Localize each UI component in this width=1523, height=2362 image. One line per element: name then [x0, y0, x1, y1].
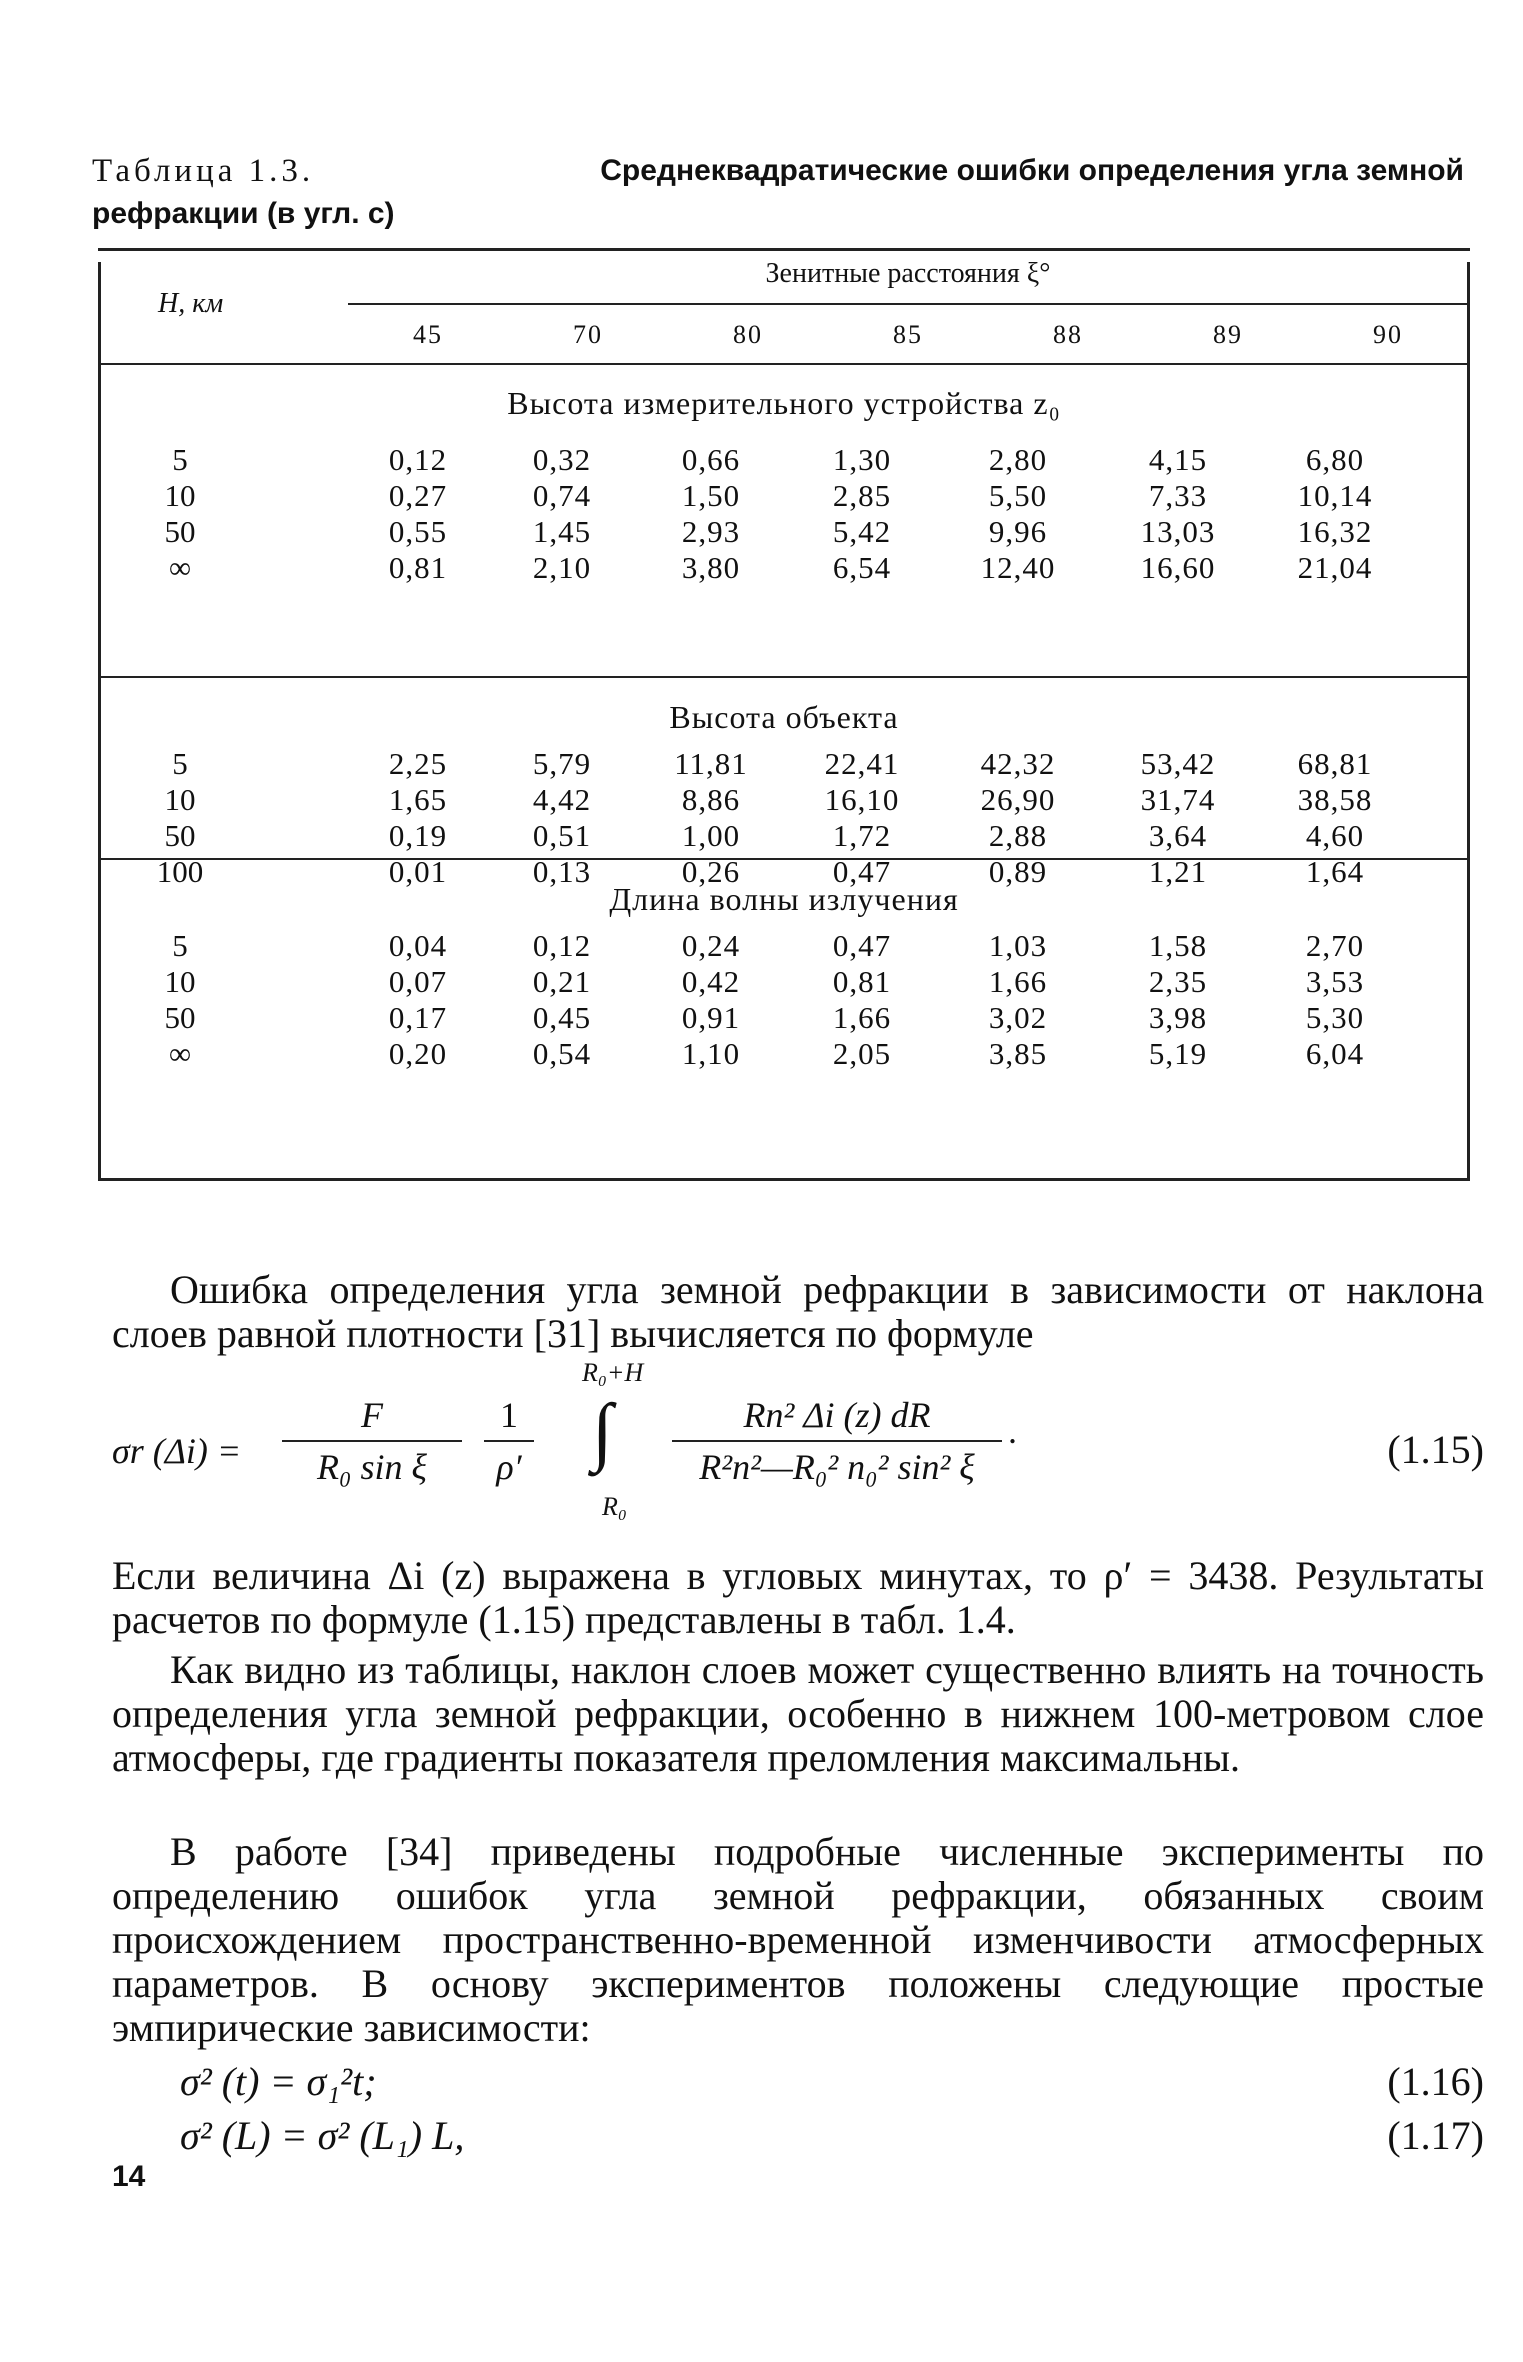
table-cell: 68,81 — [1297, 746, 1373, 781]
table-cell: 4,60 — [1305, 818, 1365, 853]
row-height-cell: 100 — [156, 854, 204, 889]
column-header: 70 — [573, 320, 603, 349]
table-cell: 3,98 — [1148, 1000, 1208, 1035]
table-cell: 0,74 — [532, 478, 592, 513]
equation-number-1-15: (1.15) — [1387, 1427, 1484, 1472]
row-height-cell: 10 — [164, 478, 196, 513]
column-header: 85 — [893, 320, 923, 349]
table-cell: 2,70 — [1305, 928, 1365, 963]
row-height-cell: 5 — [172, 928, 188, 963]
table-cell: 0,27 — [388, 478, 448, 513]
table-cell: 0,51 — [532, 818, 592, 853]
row-height-cell: 50 — [164, 818, 196, 853]
table-cell: 0,32 — [532, 442, 592, 477]
table-cell: 1,10 — [681, 1036, 741, 1071]
table-cell: 3,80 — [681, 550, 741, 585]
section-instrument-height — [98, 378, 1470, 586]
paragraph-3: Как видно из таблицы, наклон слоев может существенно влиять на точность определения угла земной рефракции, особенно в нижнем 100-метровом слое атмосферы, где градиенты показателя преломления максимальны. — [112, 1647, 1484, 1780]
table-cell: 3,02 — [988, 1000, 1048, 1035]
formula-lhs: σr (Δi) = — [112, 1431, 242, 1471]
paragraph-2: Если величина Δi (z) выражена в угловых минутах, то ρ′ = 3438. Результаты расчетов по формуле (1.15) представлены в табл. 1.4. — [112, 1553, 1484, 1642]
table-cell: 1,66 — [832, 1000, 892, 1035]
frac1-numerator: F — [361, 1395, 383, 1435]
table-cell: 0,66 — [681, 442, 741, 477]
table-cell: 2,05 — [832, 1036, 892, 1071]
table-row — [98, 746, 1470, 782]
table-row — [98, 550, 1470, 586]
column-header: 88 — [1053, 320, 1083, 349]
table-cell: 1,72 — [832, 818, 892, 853]
row-height-cell: ∞ — [168, 1036, 192, 1071]
integral-lower-limit: R₀ — [602, 1492, 627, 1521]
table-cell: 3,53 — [1305, 964, 1365, 999]
integral-sign: ∫ — [592, 1389, 613, 1473]
frac2-bar — [484, 1440, 534, 1442]
table-cell: 0,45 — [532, 1000, 592, 1035]
frac2-denominator: ρ′ — [496, 1447, 522, 1487]
table-cell: 0,91 — [681, 1000, 741, 1035]
formula-1-15 — [112, 1358, 1484, 1530]
table-cell: 16,10 — [824, 782, 900, 817]
table-row — [98, 442, 1470, 478]
formula-1-16-expr: σ² (t) = σ₁²t; — [180, 2059, 377, 2104]
table-cell: 21,04 — [1297, 550, 1373, 585]
equation-number-1-17: (1.17) — [1387, 2113, 1484, 2158]
table-cell: 6,54 — [832, 550, 892, 585]
table-cell: 0,12 — [388, 442, 448, 477]
table-cell: 1,58 — [1148, 928, 1208, 963]
frac3-denominator: R²n²—R₀² n₀² sin² ξ — [699, 1447, 975, 1487]
paragraph-4: В работе [34] приведены подробные численные эксперименты по определению ошибок угла земной рефракции, обязанных своим происхождением пространственно-временной изменчивости атмосферных параметров. В основу экспериментов положены следующие простые эмпирические зависимости: — [112, 1829, 1484, 2050]
column-header: 90 — [1373, 320, 1403, 349]
table-cell: 5,19 — [1148, 1036, 1208, 1071]
table-row — [98, 1000, 1470, 1036]
table-cell: 2,35 — [1148, 964, 1208, 999]
table-cell: 3,85 — [988, 1036, 1048, 1071]
frac2-numerator: 1 — [500, 1395, 518, 1435]
header-bottom-rule — [98, 363, 1470, 365]
table-cell: 10,14 — [1297, 478, 1373, 513]
column-header: 89 — [1213, 320, 1243, 349]
section-divider — [98, 858, 1470, 860]
table-cell: 42,32 — [980, 746, 1056, 781]
section-title: Высота измерительного устройства z₀ — [507, 385, 1061, 421]
table-cell: 2,85 — [832, 478, 892, 513]
table-cell: 5,50 — [988, 478, 1048, 513]
formula-1-17 — [112, 2112, 1484, 2158]
formula-1-16 — [112, 2058, 1484, 2104]
table-cell: 5,30 — [1305, 1000, 1365, 1035]
column-header: 45 — [413, 320, 443, 349]
section-wavelength — [98, 874, 1470, 1072]
table-cell: 1,03 — [988, 928, 1048, 963]
table-row — [98, 964, 1470, 1000]
table-bottom-rule — [98, 1178, 1470, 1181]
section-title: Высота объекта — [669, 699, 899, 735]
table-cell: 0,19 — [388, 818, 448, 853]
table-cell: 0,21 — [532, 964, 592, 999]
formula-1-17-expr: σ² (L) = σ² (L₁) L, — [180, 2113, 465, 2158]
table-cell: 2,25 — [388, 746, 448, 781]
table-cell: 0,20 — [388, 1036, 448, 1071]
table-cell: 2,88 — [988, 818, 1048, 853]
table-cell: 0,81 — [832, 964, 892, 999]
table-cell: 6,04 — [1305, 1036, 1365, 1071]
table-row — [98, 782, 1470, 818]
table-cell: 5,79 — [532, 746, 592, 781]
caption-title-line2: рефракции (в угл. с) — [92, 197, 395, 230]
section-object-height — [98, 692, 1470, 890]
table-cell: 0,01 — [388, 854, 448, 889]
integral-upper-limit: R₀+H — [582, 1358, 644, 1387]
table-row — [98, 818, 1470, 854]
row-height-cell: 5 — [172, 746, 188, 781]
table-cell: 0,55 — [388, 514, 448, 549]
equation-number-1-16: (1.16) — [1387, 2059, 1484, 2104]
table-cell: 0,42 — [681, 964, 741, 999]
table-cell: 2,80 — [988, 442, 1048, 477]
column-group-header: Зенитные расстояния ξ° — [765, 258, 1051, 289]
table-cell: 0,24 — [681, 928, 741, 963]
table-cell: 0,47 — [832, 928, 892, 963]
table-cell: 11,81 — [674, 746, 748, 781]
table-cell: 0,89 — [988, 854, 1048, 889]
table-cell: 1,65 — [388, 782, 448, 817]
table-cell: 26,90 — [980, 782, 1056, 817]
table-cell: 0,13 — [532, 854, 592, 889]
table-row — [98, 478, 1470, 514]
frac3-bar — [672, 1440, 1002, 1442]
paragraph-1: Ошибка определения угла земной рефракции в зависимости от наклона слоев равной плотности [31] вычисляется по формуле — [112, 1267, 1484, 1356]
formula-period: . — [1008, 1411, 1017, 1451]
table-cell: 22,41 — [824, 746, 900, 781]
table-cell: 1,21 — [1148, 854, 1208, 889]
table-cell: 13,03 — [1140, 514, 1216, 549]
column-header: 80 — [733, 320, 763, 349]
table-cell: 16,32 — [1297, 514, 1373, 549]
table-cell: 38,58 — [1297, 782, 1373, 817]
table-cell: 31,74 — [1140, 782, 1216, 817]
frac1-denominator: R₀ sin ξ — [317, 1447, 427, 1487]
frac1-bar — [282, 1440, 462, 1442]
table-cell: 12,40 — [980, 550, 1056, 585]
table-caption — [92, 150, 1464, 235]
table-cell: 0,17 — [388, 1000, 448, 1035]
table-cell: 8,86 — [681, 782, 741, 817]
table-cell: 3,64 — [1148, 818, 1208, 853]
table-cell: 1,45 — [532, 514, 592, 549]
page-number: 14 — [112, 2160, 146, 2193]
row-height-cell: ∞ — [168, 550, 192, 585]
table-row — [98, 514, 1470, 550]
table-cell: 2,93 — [681, 514, 741, 549]
table-cell: 1,00 — [681, 818, 741, 853]
table-cell: 7,33 — [1148, 478, 1208, 513]
table-cell: 53,42 — [1140, 746, 1216, 781]
table-cell: 0,26 — [681, 854, 741, 889]
table-cell: 5,42 — [832, 514, 892, 549]
table-cell: 2,10 — [532, 550, 592, 585]
row-height-cell: 10 — [164, 782, 196, 817]
table-cell: 1,30 — [832, 442, 892, 477]
caption-label: Таблица 1.3. — [92, 153, 315, 189]
table-row — [98, 928, 1470, 964]
table-cell: 0,12 — [532, 928, 592, 963]
table-cell: 0,54 — [532, 1036, 592, 1071]
table-cell: 1,64 — [1305, 854, 1365, 889]
row-header: H, км — [158, 288, 224, 319]
table-cell: 1,50 — [681, 478, 741, 513]
row-height-cell: 5 — [172, 442, 188, 477]
frac3-numerator: Rn² Δi (z) dR — [743, 1395, 931, 1435]
section-title: Длина волны излучения — [609, 881, 959, 917]
table-cell: 0,47 — [832, 854, 892, 889]
row-height-cell: 10 — [164, 964, 196, 999]
section-divider — [98, 676, 1470, 678]
table-cell: 6,80 — [1305, 442, 1365, 477]
caption-title-line1: Среднеквадратические ошибки определения угла земной — [600, 154, 1464, 187]
table-cell: 4,15 — [1148, 442, 1208, 477]
column-headers — [348, 320, 1468, 350]
row-height-cell: 50 — [164, 1000, 196, 1035]
table-top-rule — [98, 248, 1470, 251]
table-cell: 1,66 — [988, 964, 1048, 999]
table-cell: 0,81 — [388, 550, 448, 585]
row-height-cell: 50 — [164, 514, 196, 549]
table-cell: 16,60 — [1140, 550, 1216, 585]
table-cell: 0,04 — [388, 928, 448, 963]
header-divider — [348, 303, 1468, 305]
table-cell: 9,96 — [988, 514, 1048, 549]
table-row — [98, 1036, 1470, 1072]
table-cell: 4,42 — [532, 782, 592, 817]
table-cell: 0,07 — [388, 964, 448, 999]
